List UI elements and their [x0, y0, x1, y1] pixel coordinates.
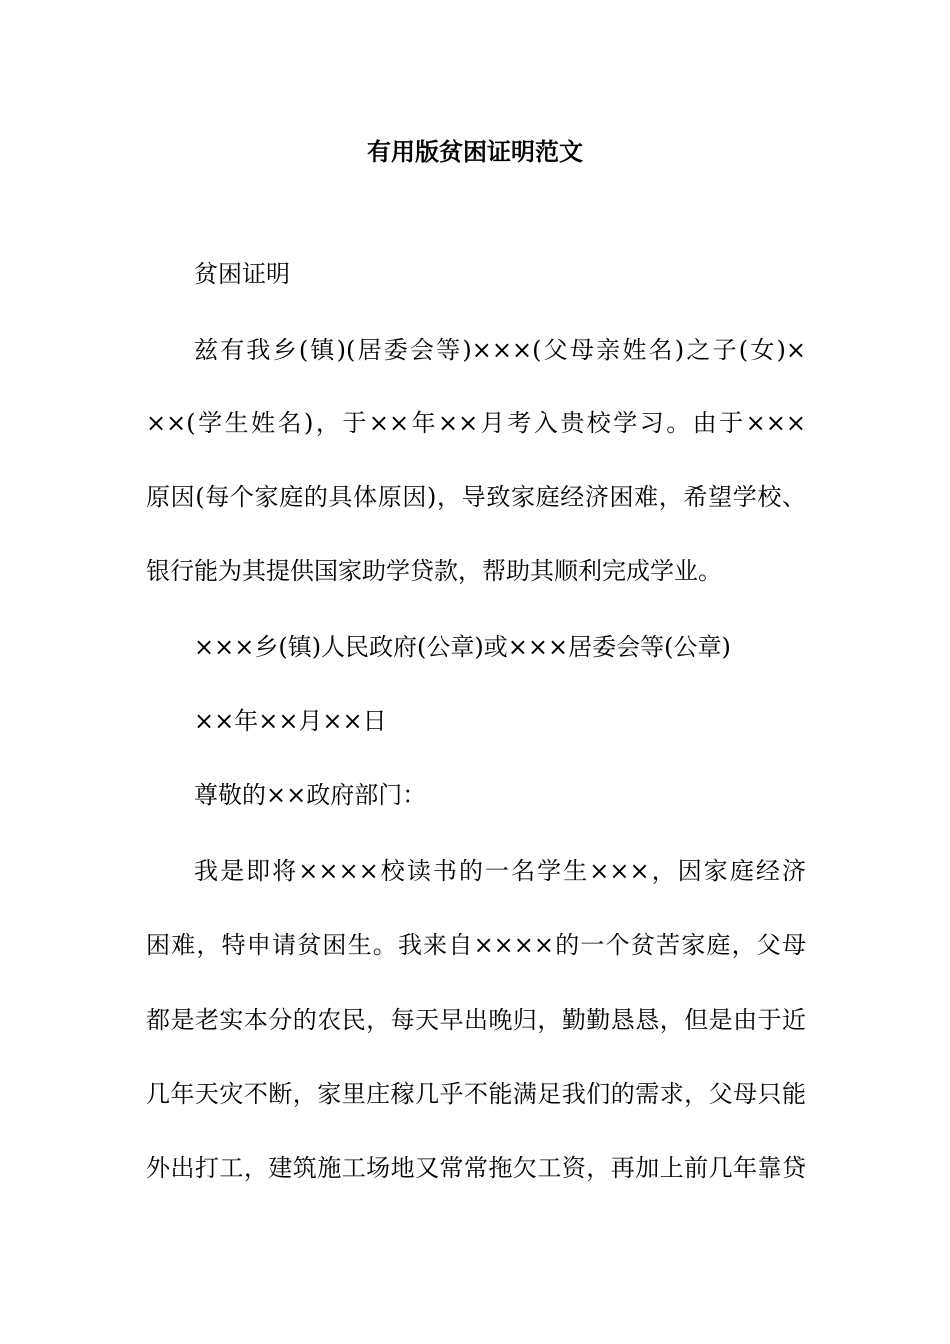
paragraph-line: 银行能为其提供国家助学贷款，帮助其顺利完成学业。 [146, 557, 722, 585]
paragraph-line: 几年天灾不断，家里庄稼几乎不能满足我们的需求，父母只能 [146, 1080, 806, 1108]
paragraph-line: 都是老实本分的农民，每天早出晚归，勤勤恳恳，但是由于近 [146, 1006, 806, 1034]
paragraph-line: 困难，特申请贫困生。我来自××××的一个贫苦家庭，父母 [146, 931, 806, 959]
section-heading-poverty-certificate: 贫困证明 [194, 260, 290, 288]
paragraph-line: 我是即将××××校读书的一名学生×××，因家庭经济 [194, 857, 806, 885]
date-line: ××年××月××日 [194, 707, 387, 735]
paragraph-line: 原因(每个家庭的具体原因)，导致家庭经济困难，希望学校、 [146, 483, 806, 511]
issuer-seal-line: ×××乡(镇)人民政府(公章)或×××居委会等(公章) [194, 633, 731, 661]
salutation-line: 尊敬的××政府部门： [194, 781, 427, 809]
document-title: 有用版贫困证明范文 [367, 137, 583, 166]
paragraph-line: ××(学生姓名)，于××年××月考入贵校学习。由于××× [146, 409, 806, 437]
paragraph-line: 兹有我乡(镇)(居委会等)×××(父母亲姓名)之子(女)× [194, 336, 806, 364]
paragraph-line: 外出打工，建筑施工场地又常常拖欠工资，再加上前几年靠贷 [146, 1154, 806, 1182]
